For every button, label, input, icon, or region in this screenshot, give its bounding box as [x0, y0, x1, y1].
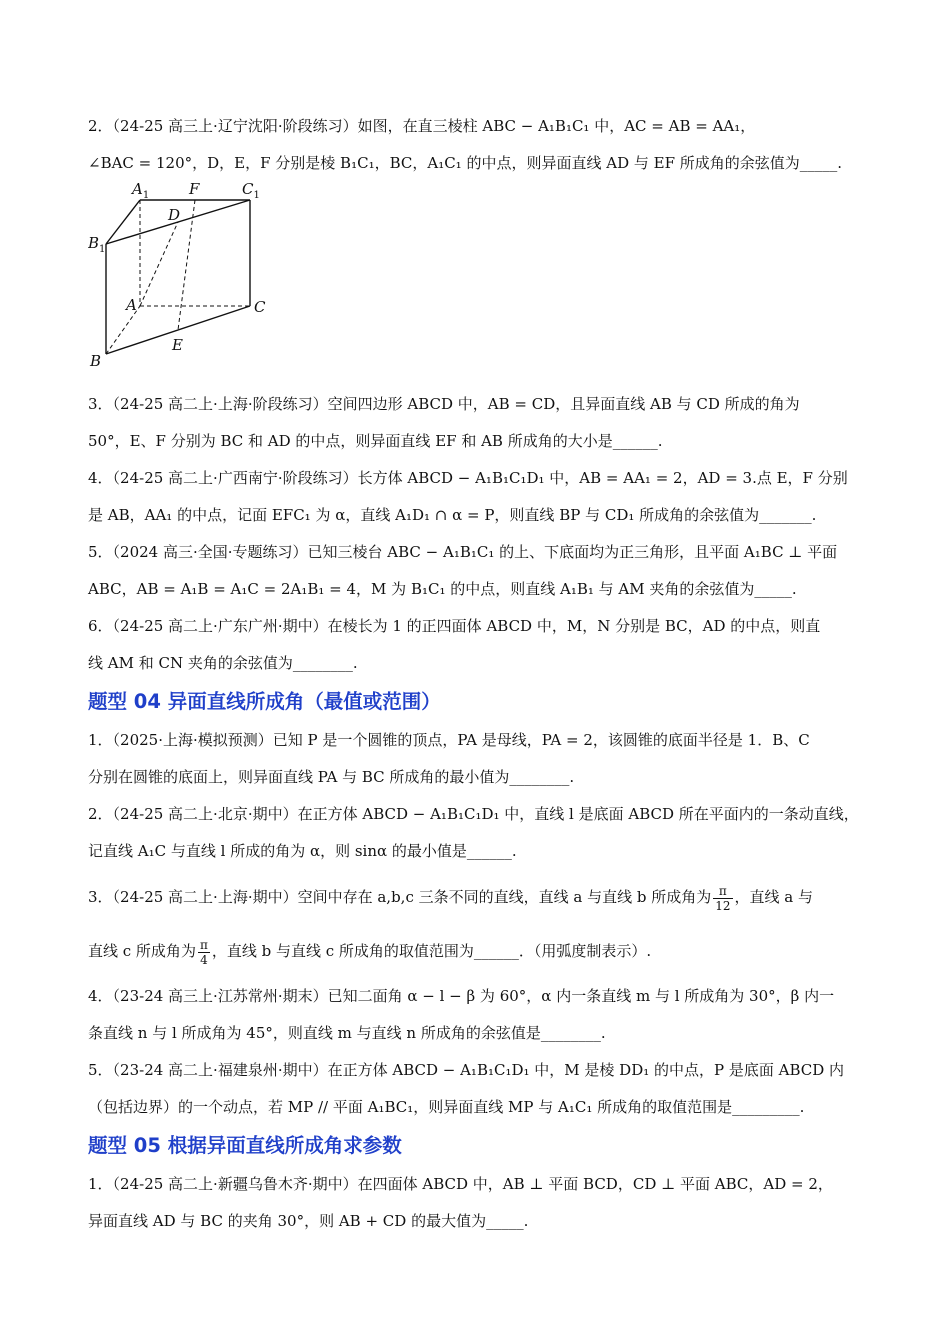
label-d: D	[168, 206, 181, 224]
problem-2-angle: 2．（24-25 高三上·辽宁沈阳·阶段练习）如图，在直三棱柱 ABC − A₁B₁C₁ 中，AC = AB = AA₁， ∠BAC = 120°，D，E，F 分别是棱 B₁C₁，BC，A₁C₁ 的中点，则异面直线 AD 与 EF 所成角的余弦值为_____.	[88, 117, 843, 172]
problem-3-angle: 3．（24-25 高二上·上海·阶段练习）空间四边形 ABCD 中，AB = CD，且异面直线 AB 与 CD 所成的角为 50°，E、F 分别为 BC 和 AD 的中点，则异面直线 EF 和 AB 所成角的大小是______.	[88, 395, 800, 450]
prism-figure	[88, 182, 868, 386]
problem-04-3: 3．（24-25 高二上·上海·期中）空间中存在 a,b,c 三条不同的直线，直线 a 与直线 b 所成角为 $\frac{\pi}{12}$ ，直线 a 与 直线 c 所成角为 $\frac{\pi}{4}$ ，直线 b 与直线 c 所成角的取值范围为______．（用弧度制表示）.	[88, 883, 813, 967]
prism-diagram	[88, 182, 288, 386]
problem-05-1: 1．（24-25 高二上·新疆乌鲁木齐·期中）在四面体 ABCD 中，AB ⊥ 平面 BCD，CD ⊥ 平面 ABC，AD = 2， 异面直线 AD 与 BC 的夹角 30°，则 AB + CD 的最大值为_____.	[88, 1175, 833, 1230]
label-c: C	[254, 298, 266, 316]
document-content	[88, 108, 868, 1240]
problem-04-5: 5．（23-24 高二上·福建泉州·期中）在正方体 ABCD − A₁B₁C₁D₁ 中，M 是棱 DD₁ 的中点，P 是底面 ABCD 内 （包括边界）的一个动点，若 MP // 平面 A₁BC₁，则异面直线 MP 与 A₁C₁ 所成角的取值范围是_________.	[88, 1061, 845, 1116]
label-b1: $B_1$	[88, 234, 106, 255]
edge-b1a1	[106, 200, 140, 244]
segment-ad	[140, 222, 178, 306]
label-a1: $A_1$	[132, 182, 150, 201]
problem-4-angle: 4．（24-25 高二上·广西南宁·阶段练习）长方体 ABCD − A₁B₁C₁D₁ 中，AB = AA₁ = 2，AD = 3.点 E，F 分别 是 AB，AA₁ 的中点，记面 EFC₁ 为 α，直线 A₁D₁ ∩ α = P，则直线 BP 与 CD₁ 所成角的余弦值为_______.	[88, 469, 848, 524]
fraction-pi-4: $\frac{\pi}{4}$	[199, 937, 208, 967]
label-f: F	[189, 182, 200, 198]
problem-5-angle: 5．（2024 高三·全国·专题练习）已知三棱台 ABC − A₁B₁C₁ 的上、下底面均为正三角形，且平面 A₁BC ⊥ 平面 ABC，AB = A₁B = A₁C = 2A₁B₁ = 4，M 为 B₁C₁ 的中点，则直线 A₁B₁ 与 AM 夹角的余弦值为_____.	[88, 543, 838, 598]
label-b: B	[90, 352, 102, 370]
problem-04-4: 4．（23-24 高三上·江苏常州·期末）已知二面角 α − l − β 为 60°，α 内一条直线 m 与 l 所成角为 30°，β 内一 条直线 n 与 l 所成角为 45°，则直线 m 与直线 n 所成角的余弦值是________.	[88, 987, 835, 1042]
label-a: A	[126, 296, 137, 314]
problem-04-1: 1．（2025·上海·模拟预测）已知 P 是一个圆锥的顶点，PA 是母线，PA = 2，该圆锥的底面半径是 1．B、C 分别在圆锥的底面上，则异面直线 PA 与 BC 所成角的最小值为________.	[88, 731, 810, 786]
problem-6-angle: 6．（24-25 高二上·广东广州·期中）在棱长为 1 的正四面体 ABCD 中，M，N 分别是 BC，AD 的中点，则直 线 AM 和 CN 夹角的余弦值为________.	[88, 617, 821, 672]
problem-04-2: 2．（24-25 高二上·北京·期中）在正方体 ABCD − A₁B₁C₁D₁ 中，直线 l 是底面 ABCD 所在平面内的一条动直线， 记直线 A₁C 与直线 l 所成的角为 α，则 sinα 的最小值是______.	[88, 805, 859, 860]
label-e: E	[172, 336, 183, 354]
fraction-pi-12: $\frac{\pi}{12}$	[715, 883, 731, 913]
section-heading-05: 题型 05 根据异面直线所成角求参数	[88, 1134, 402, 1157]
section-heading-04: 题型 04 异面直线所成角（最值或范围）	[88, 690, 441, 713]
label-c1: $C_1$	[242, 182, 260, 201]
